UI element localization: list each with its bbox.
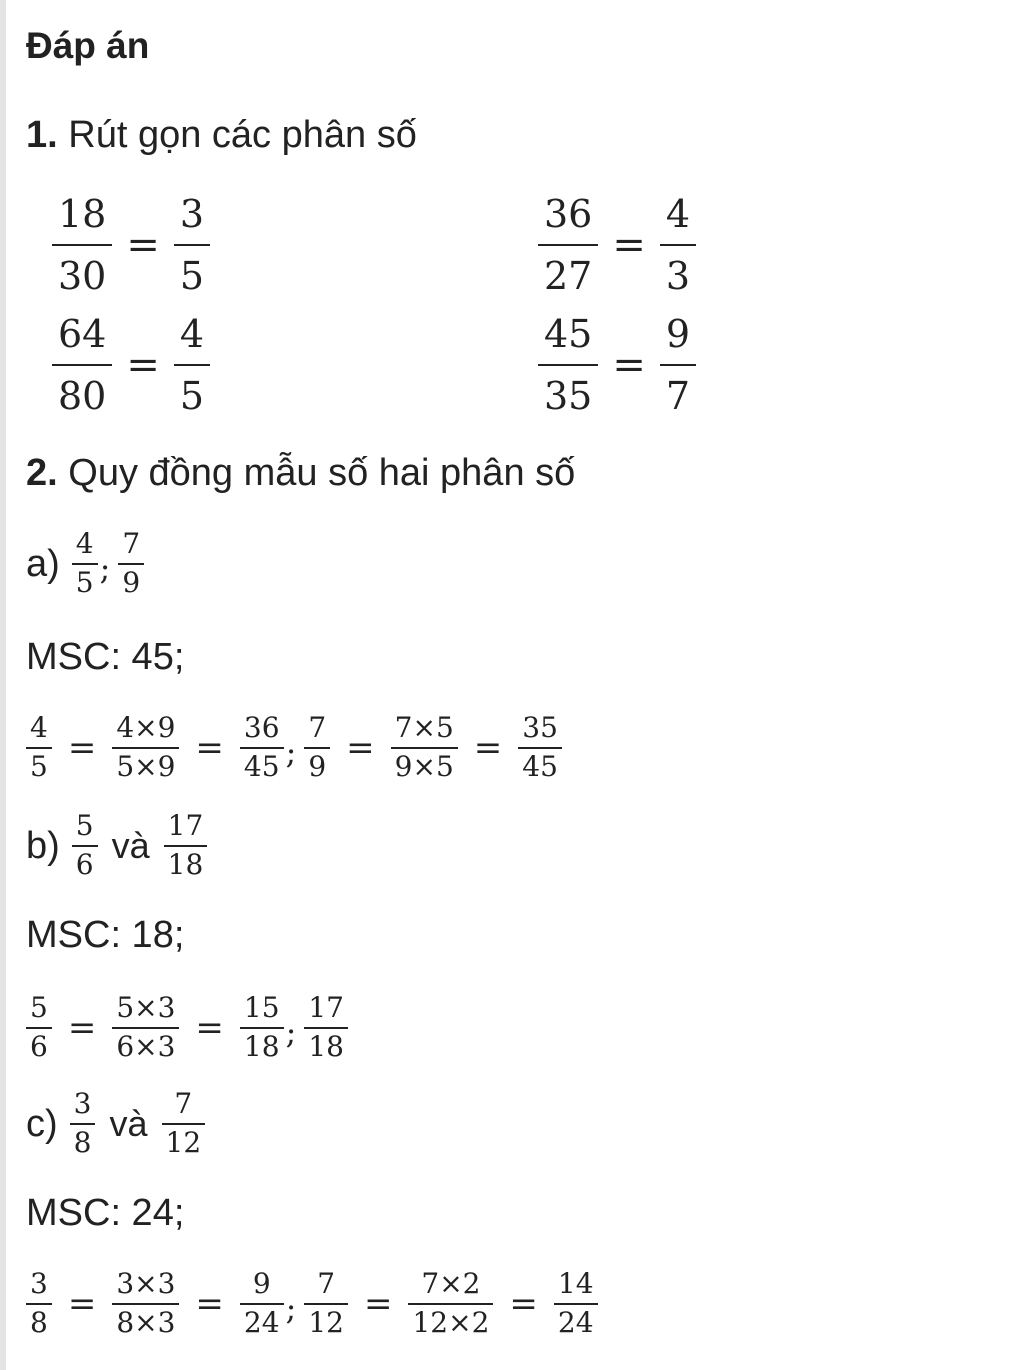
fraction: $\frac{14}{24}$ xyxy=(554,1268,598,1339)
fraction: $\frac{7}{9}$ xyxy=(118,528,144,599)
part-c-label: c) xyxy=(26,1102,58,1145)
part-b-msc: MSC: 18; xyxy=(26,914,185,956)
reduction-4 xyxy=(538,310,696,420)
equals-sign: = xyxy=(126,222,160,268)
left-border xyxy=(0,0,6,1370)
part-c-fractions xyxy=(26,1088,205,1159)
fraction: $\frac{36}{27}$ xyxy=(538,190,598,300)
fraction: $\frac{5}{6}$ xyxy=(26,992,52,1063)
equals-sign: = xyxy=(612,222,646,268)
section-1-title xyxy=(26,112,417,158)
part-b-fractions xyxy=(26,810,207,881)
section-2-number: 2. xyxy=(26,452,58,494)
fraction: $\frac{17}{18}$ xyxy=(304,992,348,1063)
fraction: $\frac{3\times 3}{8\times 3}$ xyxy=(112,1268,179,1339)
equals-sign: = xyxy=(612,342,646,388)
answer-heading: Đáp án xyxy=(26,25,150,66)
part-a-fractions xyxy=(26,528,144,599)
part-a-calculation xyxy=(26,712,562,783)
fraction: $\frac{3}{8}$ xyxy=(26,1268,52,1339)
fraction: $\frac{4}{5}$ xyxy=(174,310,210,420)
fraction: $\frac{15}{18}$ xyxy=(240,992,284,1063)
fraction: $\frac{7\times 2}{12\times 2}$ xyxy=(408,1268,493,1339)
equals-sign: = xyxy=(195,727,224,768)
fraction: $\frac{4}{5}$ xyxy=(72,528,98,599)
section-1-text: Rút gọn các phân số xyxy=(57,114,417,156)
fraction: $\frac{3}{5}$ xyxy=(174,190,210,300)
fraction: $\frac{64}{80}$ xyxy=(52,310,112,420)
fraction: $\frac{5\times 3}{6\times 3}$ xyxy=(112,992,179,1063)
fraction: $\frac{4}{5}$ xyxy=(26,712,52,783)
fraction: $\frac{7}{9}$ xyxy=(304,712,330,783)
equals-sign: = xyxy=(195,1283,224,1324)
equals-sign: = xyxy=(346,727,375,768)
reduction-1 xyxy=(52,190,210,300)
fraction: $\frac{7}{12}$ xyxy=(162,1088,206,1159)
section-2-title xyxy=(26,450,575,496)
reduction-2 xyxy=(538,190,696,300)
equals-sign: = xyxy=(473,727,503,768)
fraction: $\frac{45}{35}$ xyxy=(538,310,598,420)
section-2-text: Quy đồng mẫu số hai phân số xyxy=(57,452,576,494)
part-c-calculation xyxy=(26,1268,598,1339)
section-1-number: 1. xyxy=(26,114,58,156)
part-a-msc: MSC: 45; xyxy=(26,636,185,678)
semicolon: ; xyxy=(99,548,111,587)
fraction: $\frac{9}{7}$ xyxy=(660,310,696,420)
fraction: $\frac{4}{3}$ xyxy=(660,190,696,300)
fraction: $\frac{3}{8}$ xyxy=(70,1088,96,1159)
semicolon: ; xyxy=(285,732,297,771)
equals-sign: = xyxy=(67,727,97,768)
part-b-calculation xyxy=(26,992,348,1063)
and-word: và xyxy=(111,824,150,866)
equals-sign: = xyxy=(126,342,160,388)
part-a-label: a) xyxy=(26,542,60,585)
fraction: $\frac{17}{18}$ xyxy=(164,810,208,881)
semicolon: ; xyxy=(285,1288,297,1327)
fraction: $\frac{4\times 9}{5\times 9}$ xyxy=(112,712,179,783)
equals-sign: = xyxy=(363,1283,393,1324)
fraction: $\frac{18}{30}$ xyxy=(52,190,112,300)
fraction: $\frac{36}{45}$ xyxy=(240,712,284,783)
reduction-3 xyxy=(52,310,210,420)
and-word: và xyxy=(109,1102,148,1144)
equals-sign: = xyxy=(509,1283,538,1324)
fraction: $\frac{7\times 5}{9\times 5}$ xyxy=(391,712,458,783)
part-b-label: b) xyxy=(26,824,60,867)
equals-sign: = xyxy=(67,1283,97,1324)
part-c-msc: MSC: 24; xyxy=(26,1192,185,1234)
equals-sign: = xyxy=(195,1007,224,1048)
semicolon: ; xyxy=(285,1012,297,1051)
fraction: $\frac{9}{24}$ xyxy=(240,1268,284,1339)
fraction: $\frac{7}{12}$ xyxy=(304,1268,348,1339)
fraction: $\frac{5}{6}$ xyxy=(72,810,98,881)
fraction: $\frac{35}{45}$ xyxy=(518,712,562,783)
equals-sign: = xyxy=(67,1007,97,1048)
